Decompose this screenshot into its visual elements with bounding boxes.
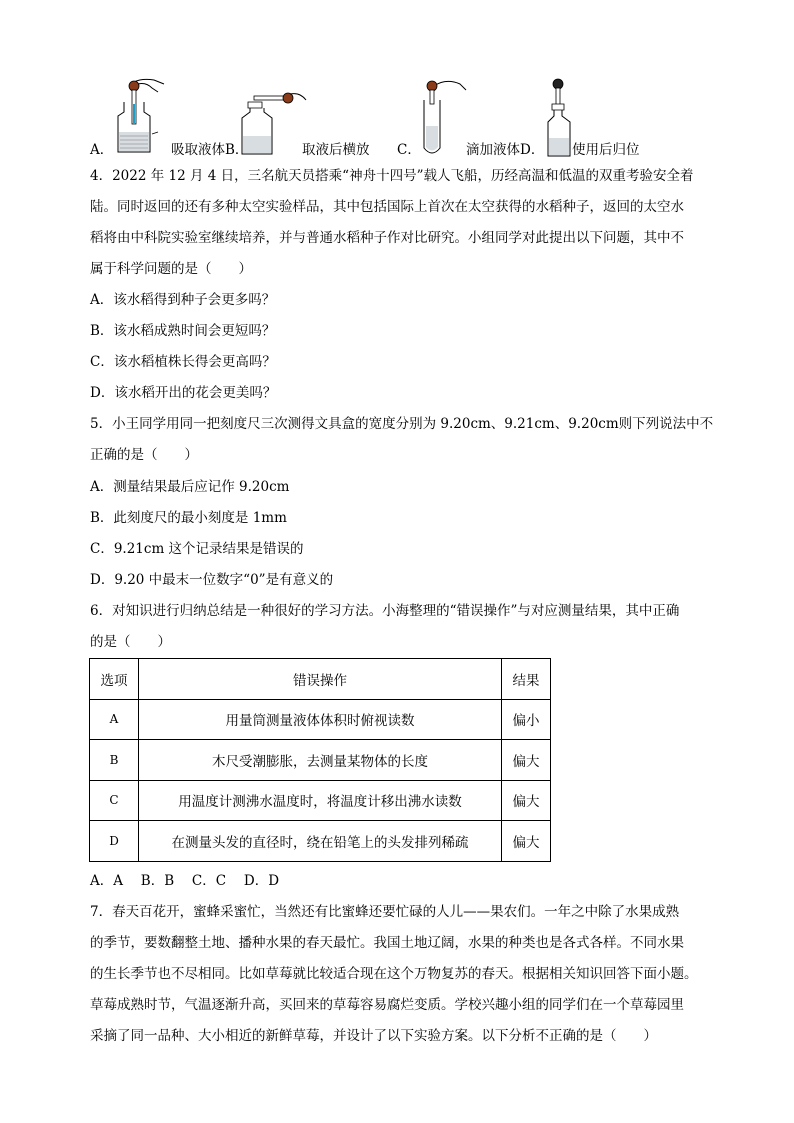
q4-stem-line: 陆。同时返回的还有多种太空实验样品，其中包括国际上首次在太空获得的水稻种子，返回的太空水 [90, 199, 684, 215]
q7-stem-line: 7．春天百花开，蜜蜂采蜜忙，当然还有比蜜蜂还要忙碌的人儿——果农们。一年之中除了水果成熟 [90, 904, 680, 920]
table-row [90, 740, 551, 781]
table-cell: A [90, 699, 139, 740]
table-header-cell: 结果 [502, 659, 551, 700]
q3-option-c-label: C． [397, 142, 421, 158]
q7-stem-line: 草莓成熟时节，气温逐渐升高，买回来的草莓容易腐烂变质。学校兴趣小组的同学们在一个草莓园里 [90, 997, 684, 1013]
table-header-row [90, 659, 551, 700]
table-cell: B [90, 740, 139, 781]
table-cell: 偏大 [502, 821, 551, 862]
table-cell: 偏小 [502, 699, 551, 740]
q3-option-c-text: 滴加液体D． [466, 142, 545, 158]
q3-option-a-text: 吸取液体B． [171, 142, 249, 158]
bottle-with-horizontal-dropper-illustration [238, 90, 308, 156]
q7-stem-line: 采摘了同一品种、大小相近的新鲜草莓，并设计了以下实验方案。以下分析不正确的是（ ） [90, 1028, 657, 1044]
q5-option-a: A．测量结果最后应记作 9.20cm [90, 479, 290, 495]
q5-stem-line: 5．小王同学用同一把刻度尺三次测得文具盒的宽度分别为 9.20cm、9.21cm、9.20cm则下列说法中不 [90, 416, 714, 432]
q7-stem-line: 的生长季节也不尽相同。比如草莓就比较适合现在这个万物复苏的春天。根据相关知识回答下面小题。 [90, 966, 698, 982]
q4-option-b: B．该水稻成熟时间会更短吗？ [90, 323, 276, 339]
table-cell: 用量筒测量液体体积时俯视读数 [139, 699, 502, 740]
q3-option-d-text: 使用后归位 [572, 142, 640, 158]
table-row [90, 699, 551, 740]
table-cell: 偏大 [502, 740, 551, 781]
q5-option-d: D．9.20 中最末一位数字“0”是有意义的 [90, 572, 334, 588]
q4-option-d: D．该水稻开出的花会更美吗？ [90, 385, 277, 401]
table-cell: 用温度计测沸水温度时，将温度计移出沸水读数 [139, 780, 502, 821]
q4-stem-line: 4．2022 年 12 月 4 日，三名航天员搭乘“神舟十四号”载人飞船，历经高温和低温的双重考验安全着 [90, 168, 694, 184]
q5-option-b: B．此刻度尺的最小刻度是 1mm [90, 510, 287, 526]
q4-stem-line: 属于科学问题的是（ ） [90, 261, 252, 277]
table-cell: 在测量头发的直径时，绕在铅笔上的头发排列稀疏 [139, 821, 502, 862]
table-cell: D [90, 821, 139, 862]
table-cell: 木尺受潮膨胀，去测量某物体的长度 [139, 740, 502, 781]
dropper-suction-illustration [112, 76, 172, 158]
q5-stem-line: 正确的是（ ） [90, 447, 198, 463]
table-header-cell: 选项 [90, 659, 139, 700]
q6-table [89, 658, 551, 862]
q4-option-a: A．该水稻得到种子会更多吗？ [90, 292, 276, 308]
table-cell: C [90, 780, 139, 821]
q4-option-c: C．该水稻植株长得会更高吗？ [90, 354, 276, 370]
q3-option-a-label: A． [90, 142, 114, 158]
table-cell: 偏大 [502, 780, 551, 821]
q7-stem-line: 的季节，要数翻整土地、播种水果的春天最忙。我国土地辽阔，水果的种类也是各式各样。不同水果 [90, 935, 684, 951]
q5-option-c: C．9.21cm 这个记录结果是错误的 [90, 541, 304, 557]
q3-option-b-text: 取液后横放 [302, 142, 370, 158]
table-row [90, 821, 551, 862]
test-tube-dropping-illustration [416, 76, 468, 160]
q6-stem-line: 6．对知识进行归纳总结是一种很好的学习方法。小海整理的“错误操作”与对应测量结果，其中正确 [90, 603, 680, 619]
table-header-cell: 错误操作 [139, 659, 502, 700]
q4-stem-line: 稻将由中科院实验室继续培养，并与普通水稻种子作对比研究。小组同学对此提出以下问题，其中不 [90, 230, 684, 246]
q6-stem-line: 的是（ ） [90, 634, 171, 650]
table-row [90, 780, 551, 821]
q6-options: A．A B．B C．C D．D [90, 873, 280, 889]
